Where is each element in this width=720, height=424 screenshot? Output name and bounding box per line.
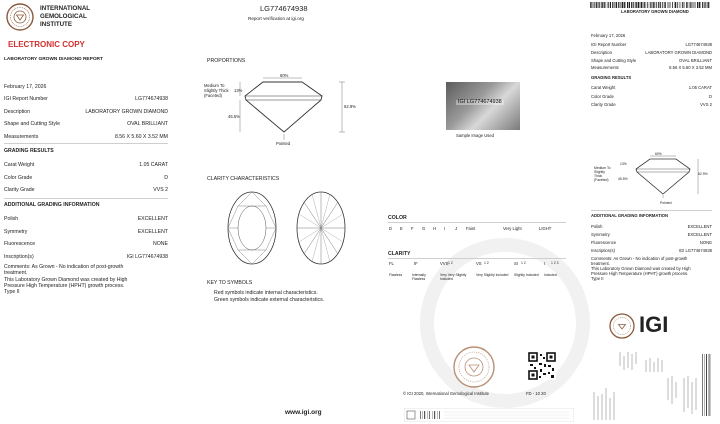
right-barcode: [590, 2, 712, 8]
left-field-value: LG774674938: [135, 96, 168, 102]
additional-field-value: EXCELLENT: [137, 228, 168, 235]
girdle-line3: (Faceted): [204, 93, 222, 98]
right-additional-field-row: [591, 224, 712, 232]
clarity-grade-code: SI: [514, 261, 518, 266]
clarity-grade-word: Slightly Included: [514, 273, 539, 277]
key-to-symbols-title: KEY TO SYMBOLS: [207, 280, 253, 286]
right-grading-field-label: Color Grade: [591, 93, 614, 99]
table-percent: 60%: [280, 73, 289, 78]
right-comments-line: This Laboratory Grown Diamond was created by High: [591, 266, 691, 271]
comments-line: Type II: [4, 289, 20, 296]
igi-logo-text: IGI: [639, 312, 669, 337]
crown-percent: 13%: [234, 88, 243, 93]
left-field-row: [4, 96, 168, 106]
right-field-row: [591, 65, 712, 73]
grading-field-label: Carat Weight: [4, 162, 35, 168]
color-scale-title: COLOR: [388, 215, 407, 221]
clarity-grade-code: I: [544, 261, 546, 266]
right-grading-field-row: [591, 85, 712, 93]
sample-image-caption: Sample Image Used: [456, 133, 494, 138]
color-grade-word: Very Light: [503, 226, 522, 231]
color-grade-letter: D: [389, 226, 393, 231]
left-field-value: LABORATORY GROWN DIAMOND: [85, 108, 168, 115]
pavilion-percent: 45.5%: [228, 114, 240, 119]
right-comments-line: Comments: As Grown - No indication of post-growth: [591, 256, 688, 261]
grading-field-label: Color Grade: [4, 174, 33, 181]
left-field-row: [4, 109, 168, 119]
color-grade-word: LIGHT: [539, 226, 552, 231]
right-comments-line: Type II: [591, 276, 604, 281]
clarity-grade-sub: 1 2: [448, 261, 453, 265]
right-field-value: LABORATORY GROWN DIAMOND: [645, 49, 712, 55]
rotated-mini-report-lines: [590, 348, 712, 422]
comments-line: Pressure High Temperature (HPHT) growth process.: [4, 282, 125, 289]
grading-field-value: VVS 2: [153, 187, 168, 193]
clarity-grade-code: FL: [389, 261, 394, 266]
divider-line: [4, 143, 168, 144]
additional-field-label: Fluorescence: [4, 241, 36, 247]
right-additional-field-row: [591, 240, 712, 248]
right-pavilion-percent: 45.5%: [618, 177, 628, 181]
color-grade-letter: E: [400, 226, 403, 231]
report-type-title: LABORATORY GROWN DIAMOND REPORT: [4, 57, 103, 62]
clarity-characteristics-title: CLARITY CHARACTERISTICS: [207, 176, 280, 182]
clarity-grade-sub: 1 2 3: [551, 261, 559, 265]
comments-line: Comments: As Grown - No indication of post-growth: [4, 264, 124, 270]
report-number-header: LG774674938: [260, 4, 308, 13]
proportions-diagram: [226, 72, 351, 147]
right-field-label: Description: [591, 49, 612, 55]
additional-field-row: [4, 216, 168, 226]
left-field-value: OVAL BRILLIANT: [127, 121, 168, 127]
clarity-grade-word: Very Very Slightly Included: [440, 273, 467, 282]
clarity-scale-rule: [388, 258, 566, 259]
sample-image: [446, 82, 520, 130]
report-date: February 17, 2026: [4, 84, 47, 90]
left-field-row: [4, 121, 168, 131]
right-grading-field-label: Clarity Grade: [591, 102, 616, 107]
clarity-grade-code: VVS: [440, 261, 449, 266]
right-grading-field-value: VVS 2: [700, 102, 712, 107]
org-name-line3: INSTITUTE: [40, 21, 72, 28]
left-field-label: Measurements: [4, 133, 39, 140]
right-field-value: OVAL BRILLIANT: [678, 57, 712, 63]
right-report-type: LABORATORY GROWN DIAMOND: [621, 9, 689, 14]
right-grading-field-label: Carat Weight: [591, 85, 616, 90]
comments-line: treatment.: [4, 270, 28, 277]
right-field-row: [591, 50, 712, 58]
right-grading-field-row: [591, 102, 712, 110]
color-scale-rule: [388, 222, 566, 223]
additional-field-row: [4, 241, 168, 251]
right-field-label: Measurements: [591, 65, 619, 71]
left-field-value: 8.56 X 5.60 X 3.52 MM: [114, 133, 168, 140]
grading-results-title: GRADING RESULTS: [4, 148, 54, 154]
right-girdle-line2: Slightly: [594, 170, 605, 174]
proportions-title: PROPORTIONS: [207, 58, 246, 64]
left-field-label: IGI Report Number: [4, 96, 48, 102]
additional-field-value: NONE: [153, 241, 168, 247]
right-field-value: LG774674938: [685, 42, 712, 47]
additional-field-row: [4, 254, 168, 264]
clarity-plot-pavilion: [295, 190, 347, 266]
right-grading-field-row: [591, 94, 712, 102]
grading-field-label: Clarity Grade: [4, 187, 35, 193]
right-report-date: February 17, 2026: [591, 33, 626, 38]
grading-field-value: 1.05 CARAT: [139, 162, 168, 168]
key-line-green: Green symbols indicate external characteristics.: [214, 297, 325, 303]
right-field-label: IGI Report Number: [591, 42, 627, 47]
right-comments-line: treatment.: [591, 261, 610, 266]
clarity-grade-code: VS: [476, 261, 482, 266]
right-field-value: 8.56 X 5.60 X 3.52 MM: [669, 65, 712, 71]
grading-field-row: [4, 162, 168, 172]
org-name-line1: INTERNATIONAL: [40, 5, 91, 12]
website-footer: www.igi.org: [285, 409, 322, 416]
color-grade-letter: F: [411, 226, 414, 231]
electronic-copy-label: ELECTRONIC COPY: [8, 40, 85, 49]
comments-line: This Laboratory Grown Diamond was created by High: [4, 276, 128, 283]
color-grade-letter: I: [444, 226, 446, 231]
copyright-footer: © IGI 2020, International Gemological Institute: [403, 391, 489, 396]
grading-field-row: [4, 175, 168, 185]
right-comments-line: Pressure High Temperature (HPHT) growth process.: [591, 271, 689, 276]
right-culet-label: Pointed: [660, 201, 672, 205]
igi-seal-logo: [6, 3, 34, 31]
right-crown-percent: 13%: [620, 162, 627, 166]
additional-field-label: Symmetry: [4, 228, 28, 235]
left-field-label: Description: [4, 108, 30, 115]
right-grading-field-value: 1.05 CARAT: [688, 85, 712, 90]
right-field-row: [591, 42, 712, 50]
rotated-mini-report: [590, 348, 712, 422]
right-girdle-line4: (Faceted): [594, 178, 609, 182]
additional-field-row: [4, 229, 168, 239]
right-additional-field-value: EXCELLENT: [687, 224, 712, 229]
igi-logo-seal-icon: [609, 313, 635, 339]
right-additional-field-label: Inscription(s): [591, 248, 615, 253]
right-field-label: Shape and Cutting Style: [591, 57, 637, 63]
additional-grading-title: ADDITIONAL GRADING INFORMATION: [4, 202, 100, 208]
verification-text: Report verification at igi.org: [248, 16, 304, 21]
clarity-grade-word: Included: [544, 273, 557, 277]
right-proportions-diagram: [630, 152, 702, 200]
right-field-row: [591, 58, 712, 66]
form-code: FD - 10 20: [526, 391, 546, 396]
color-grade-letter: H: [433, 226, 437, 231]
grading-field-value: D: [164, 174, 168, 181]
additional-field-value: EXCELLENT: [137, 216, 168, 222]
right-additional-title: ADDITIONAL GRADING INFORMATION: [591, 213, 669, 218]
right-additional-field-row: [591, 248, 712, 256]
clarity-grade-code: IF: [414, 261, 418, 266]
grading-field-row: [4, 187, 168, 197]
key-line-red: Red symbols indicate internal characteristics.: [214, 290, 318, 296]
color-grade-letter: J: [455, 226, 458, 231]
culet-label: Pointed: [276, 141, 291, 146]
additional-field-label: Inscription(s): [4, 253, 34, 260]
color-grade-letter: G: [422, 226, 426, 231]
right-grading-title: GRADING RESULTS: [591, 75, 632, 80]
divider-line: [4, 198, 168, 199]
right-additional-field-label: Polish: [591, 224, 603, 229]
right-additional-field-label: Symmetry: [591, 232, 610, 237]
right-depth-percent: 62.9%: [698, 172, 708, 176]
girdle-line2: Slightly Thick: [204, 88, 229, 93]
divider-line: [591, 210, 712, 211]
additional-field-label: Polish: [4, 216, 19, 222]
right-additional-field-row: [591, 232, 712, 240]
clarity-scale-title: CLARITY: [388, 251, 411, 257]
right-girdle-line1: Medium To: [594, 166, 611, 170]
color-grade-word: Faint: [466, 226, 476, 231]
clarity-grade-word: Flawless: [389, 273, 403, 277]
right-grading-field-value: D: [708, 93, 712, 99]
clarity-grade-sub: 1 2: [521, 261, 526, 265]
qr-code-icon[interactable]: [528, 352, 556, 380]
right-girdle-line3: Thick: [594, 174, 603, 178]
additional-field-value: IGI LG774674938: [126, 253, 168, 260]
barcode-strip: [404, 408, 574, 422]
sample-inscription: IGI LG774674938: [458, 99, 502, 105]
org-name-line2: GEMOLOGICAL: [40, 13, 87, 20]
girdle-line1: Medium To: [204, 83, 225, 88]
right-additional-field-label: Fluorescence: [591, 240, 617, 245]
clarity-grade-sub: 1 2: [484, 261, 489, 265]
clarity-grade-word: Internally Flawless: [412, 273, 426, 282]
right-table-percent: 60%: [655, 152, 662, 156]
left-field-label: Shape and Cutting Style: [4, 121, 60, 127]
right-additional-field-value: IGI LG774674938: [678, 248, 712, 253]
depth-percent: 62.9%: [344, 104, 356, 109]
bottom-seal-icon: [453, 346, 495, 388]
left-field-row: [4, 134, 168, 144]
clarity-plot-crown: [226, 190, 278, 266]
right-additional-field-value: NONE: [699, 240, 712, 245]
clarity-grade-word: Very Slightly Included: [476, 273, 509, 277]
right-additional-field-value: EXCELLENT: [687, 232, 712, 237]
